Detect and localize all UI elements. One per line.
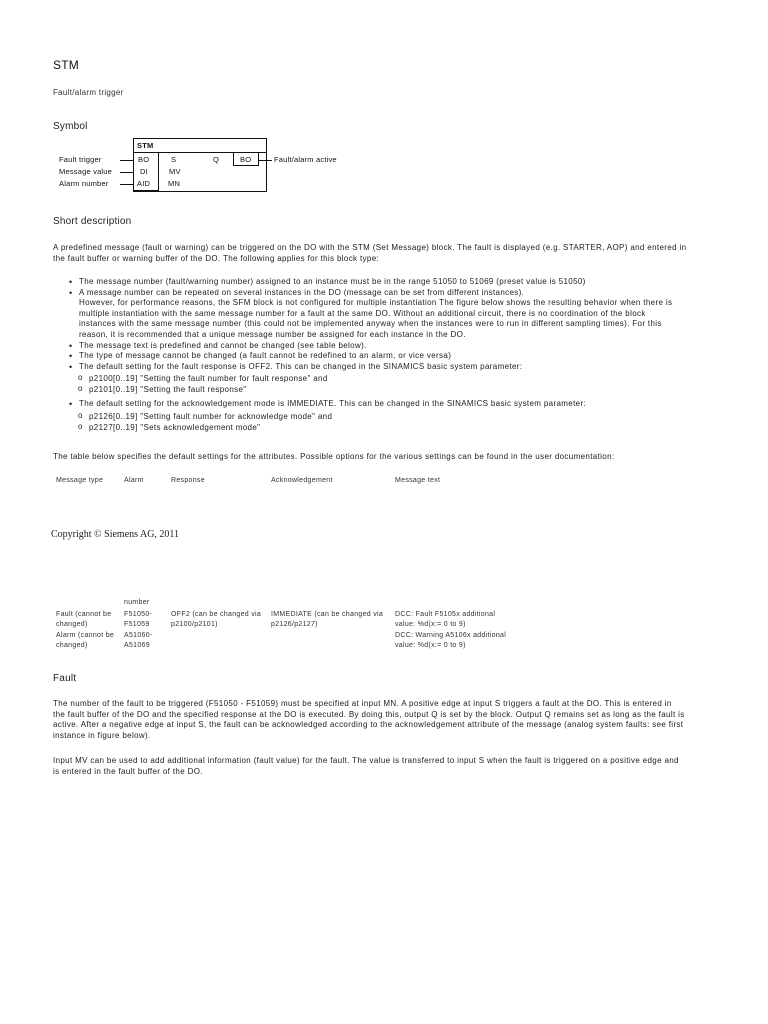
input-pin-mv: MV: [169, 167, 181, 176]
symbol-heading: Symbol: [53, 121, 88, 132]
bullet-item: • The default setting for the fault response is OFF2. This can be changed in the SINAMICS basic system parameter:: [53, 362, 723, 373]
copyright: Copyright © Siemens AG, 2011: [51, 529, 180, 540]
table-intro: The table below specifies the default settings for the attributes. Possible options for the various settings can be found in the user documentation:: [53, 452, 615, 461]
short-description-heading: Short description: [53, 216, 132, 227]
output-type-bo: BO: [240, 155, 252, 164]
table-header-response: Response: [171, 477, 205, 484]
table-subheader-number: number: [124, 599, 150, 606]
input-wire-1: [120, 160, 133, 161]
short-description-list: [53, 277, 723, 433]
output-label: Fault/alarm active: [274, 155, 337, 164]
sub-bullet-item: o p2126[0..19] "Setting fault number for acknowledge mode" and: [53, 412, 723, 423]
input-label-alarm-number: Alarm number: [59, 179, 109, 188]
table-header-acknowledgement: Acknowledgement: [271, 477, 333, 484]
intro-text: A predefined message (fault or warning) can be triggered on the DO with the STM (Set Message) block. The fault is displayed (e.g. STARTER, AOP) and entered in the fault buffer or warning buffer of the DO. The following applies for this block type:: [53, 243, 687, 263]
fault-paragraph-2: Input MV can be used to add additional information (fault value) for the fault. The value is transferred to input S when the fault is triggered on a positive edge and is entered in the fault buffer of the DO.: [53, 756, 679, 776]
bullet-item: • The message number (fault/warning number) assigned to an instance must be in the range 51050 to 51069 (preset value is 51050): [53, 277, 723, 288]
input-pin-mn: MN: [168, 179, 181, 188]
table-header-message-text: Message text: [395, 477, 441, 484]
table-header-message-type: Message type: [56, 477, 104, 484]
table-header-alarm: Alarm: [124, 477, 144, 484]
page-title: STM: [53, 58, 79, 72]
sub-bullet-item: o p2101[0..19] "Setting the fault response": [53, 385, 723, 396]
page-subtitle: Fault/alarm trigger: [53, 88, 124, 97]
input-type-bo: BO: [138, 155, 150, 164]
input-label-message-value: Message value: [59, 167, 113, 176]
short-description-intro: [53, 243, 723, 264]
sub-bullet-item: o p2127[0..19] "Sets acknowledgement mode": [53, 423, 723, 434]
input-type-di: DI: [140, 167, 148, 176]
input-wire-2: [120, 172, 133, 173]
input-wire-3: [120, 184, 133, 185]
input-pin-s: S: [171, 155, 177, 164]
input-type-aid: AID: [137, 179, 151, 188]
output-wire: [258, 160, 272, 161]
bullet-item: • The type of message cannot be changed (a fault cannot be redefined to an alarm, or vice versa): [53, 351, 723, 362]
input-label-fault-trigger: Fault trigger: [59, 155, 102, 164]
block-name: STM: [137, 141, 154, 150]
bullet-item: • A message number can be repeated on several instances in the DO (message can be set from different instances). However, for performance reasons, the SFM block is not configured for multiple instantiation The figure below shows the resulting behavior when there is multiple instantiation with the same message number for a fault at the same DO. Without an additional circuit, there is no coordination of the block instances with the same message number (this could not be implemented anyway when the instances were to run in different sampling times). For this reason, it is recommended that a unique message number be assigned for each instance in the DO.: [53, 288, 723, 341]
fault-paragraph-1: The number of the fault to be triggered (F51050 - F51059) must be specified at input MN. A positive edge at input S triggers a fault at the DO. This is entered in the fault buffer of the DO and the specified response at the DO is executed. By doing this, output Q is set by the block. Output Q remains set as long as the fault is active. After a negative edge at input S, the fault can be acknowledged according to the acknowledgement attribute of the message (analog system faults: see first instance in figure below).: [53, 699, 685, 740]
output-pin-q: Q: [213, 155, 220, 164]
fault-heading: Fault: [53, 673, 77, 684]
bullet-item: • The message text is predefined and cannot be changed (see table below).: [53, 341, 723, 352]
sub-bullet-item: o p2100[0..19] "Setting the fault number for fault response" and: [53, 374, 723, 385]
bullet-item: • The default setting for the acknowledgement mode is IMMEDIATE. This can be changed in the SINAMICS basic system parameter:: [53, 399, 723, 410]
